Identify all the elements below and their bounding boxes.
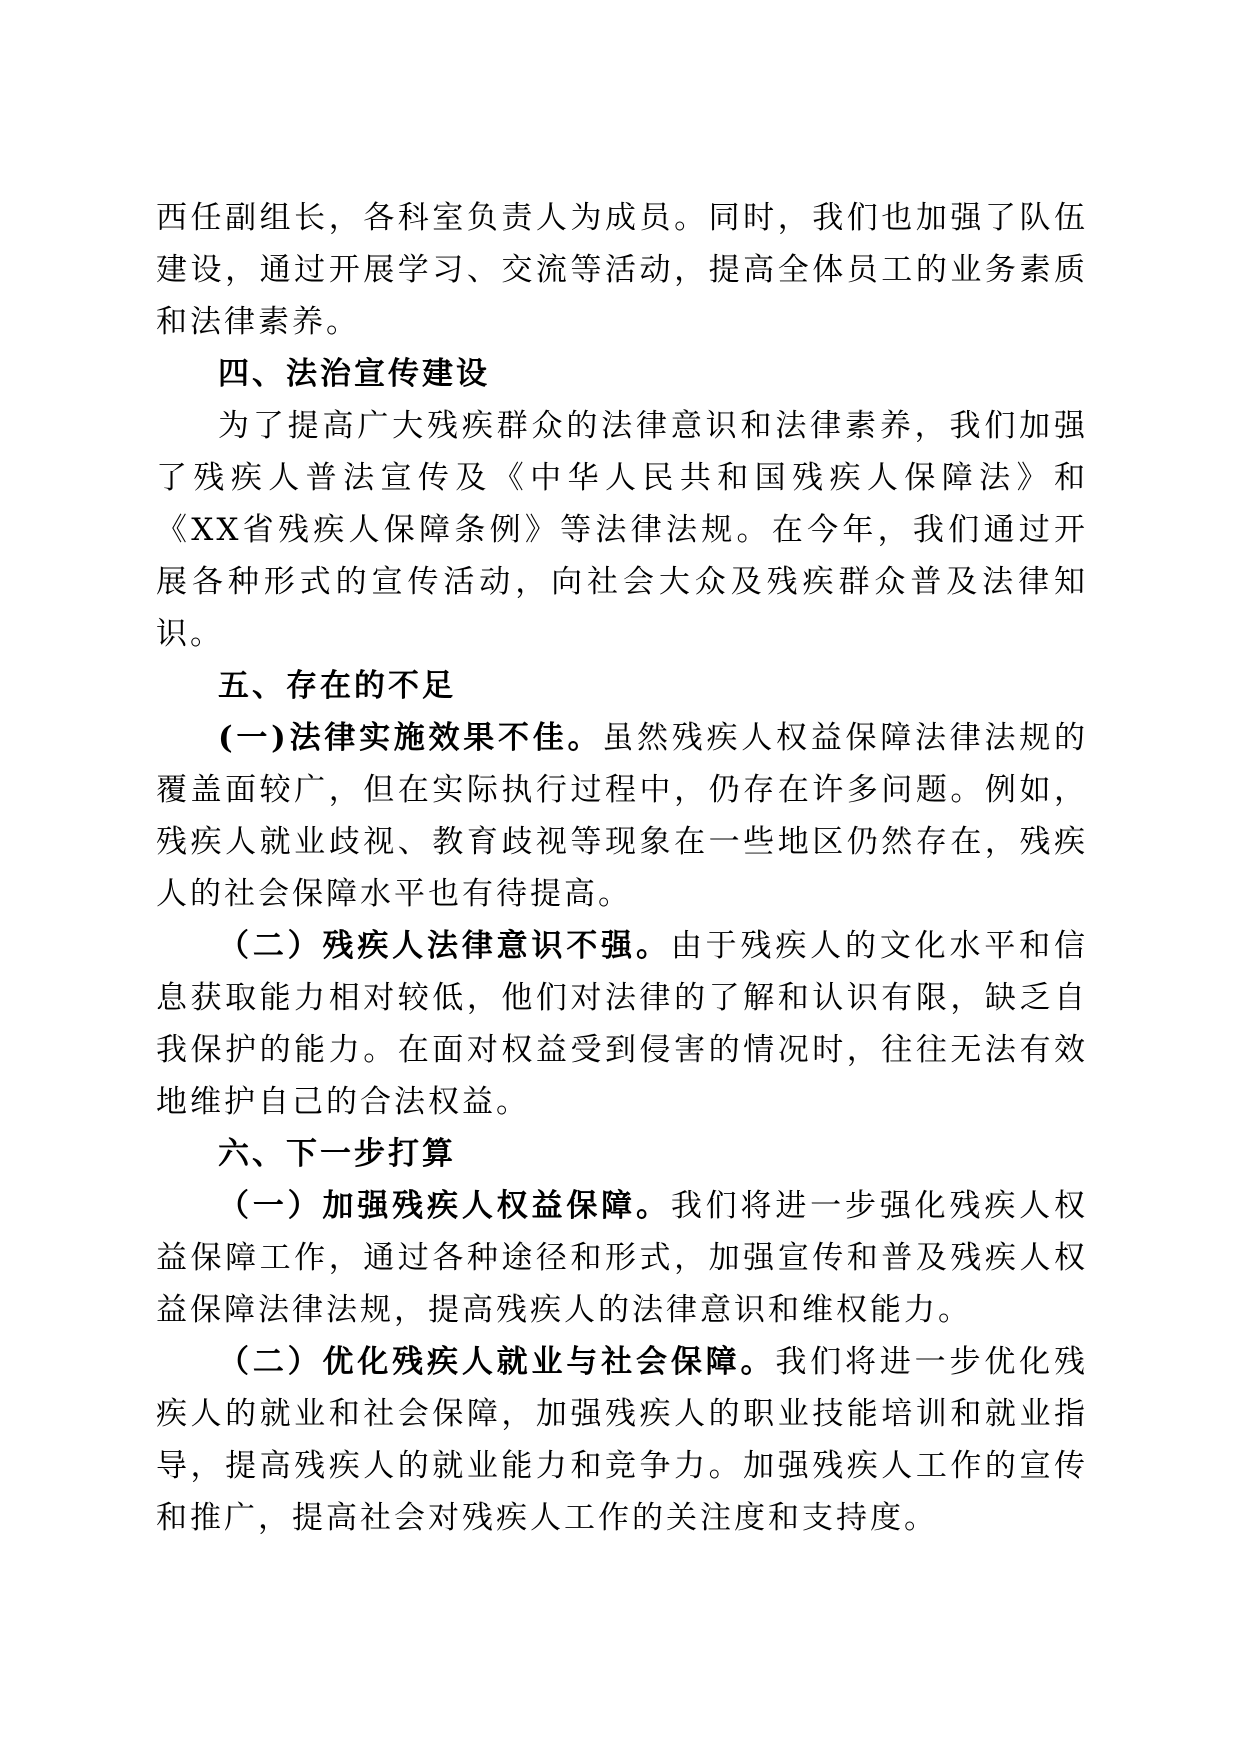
subheading-shortcoming-1: (一)法律实施效果不佳。 [218,720,603,756]
paragraph-plan-1-body: 我们将进一步强化残疾人权益保障工作，通过各种途径和形式，加强宣传和普及残疾人权益保障法律法规，提高残疾人的法律意识和维权能力。 [156,1188,1089,1328]
paragraph-continued: 西任副组长，各科室负责人为成员。同时，我们也加强了队伍建设，通过开展学习、交流等活动，提高全体员工的业务素质和法律素养。 [156,200,1088,340]
section-heading-6: 六、下一步打算 [218,1136,456,1172]
paragraph-plan-1 [156,1180,1088,1336]
paragraph-shortcoming-1 [156,712,1088,920]
section-heading-5: 五、存在的不足 [218,668,456,704]
section-heading-4: 四、法治宣传建设 [218,356,490,392]
subheading-plan-2: （二）优化残疾人就业与社会保障。 [218,1344,776,1380]
paragraph-shortcoming-1-body: 虽然残疾人权益保障法律法规的覆盖面较广，但在实际执行过程中，仍存在许多问题。例如，残疾人就业歧视、教育歧视等现象在一些地区仍然存在，残疾人的社会保障水平也有待提高。 [156,720,1088,912]
paragraph-plan-2 [156,1336,1088,1544]
paragraph-legal-publicity: 为了提高广大残疾群众的法律意识和法律素养，我们加强了残疾人普法宣传及《中华人民共和国残疾人保障法》和《XX省残疾人保障条例》等法律法规。在今年，我们通过开展各种形式的宣传活动，向社会大众及残疾群众普及法律知识。 [156,408,1088,652]
paragraph-plan-2-body: 我们将进一步优化残疾人的就业和社会保障，加强残疾人的职业技能培训和就业指导，提高残疾人的就业能力和竞争力。加强残疾人工作的宣传和推广，提高社会对残疾人工作的关注度和支持度。 [156,1344,1089,1536]
paragraph-shortcoming-2-body: 由于残疾人的文化水平和信息获取能力相对较低，他们对法律的了解和认识有限，缺乏自我保护的能力。在面对权益受到侵害的情况时，往往无法有效地维护自己的合法权益。 [156,928,1089,1120]
subheading-shortcoming-2: （二）残疾人法律意识不强。 [218,928,671,964]
document-body [156,192,1088,1544]
paragraph-shortcoming-2 [156,920,1088,1128]
subheading-plan-1: （一）加强残疾人权益保障。 [218,1188,671,1224]
